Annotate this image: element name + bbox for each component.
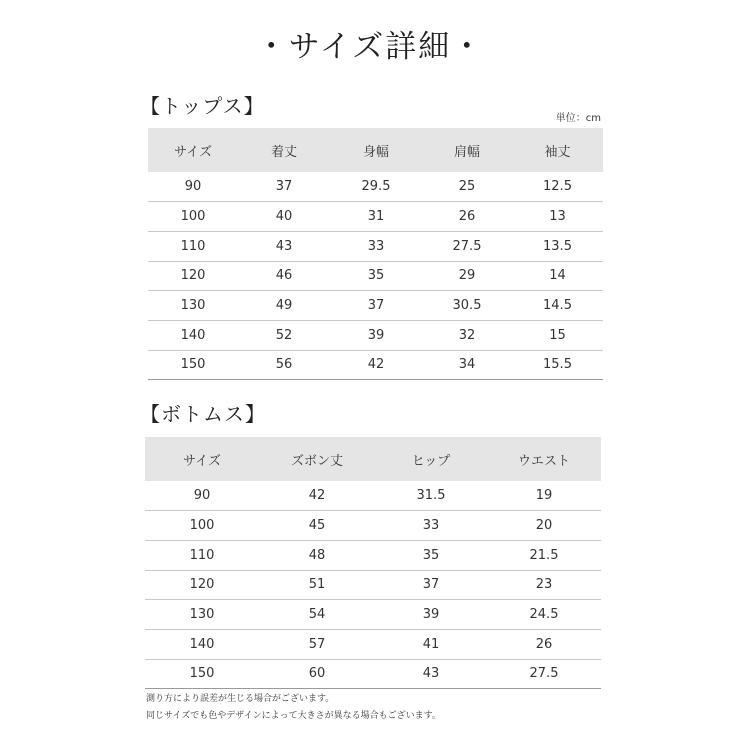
footnotes [146,691,606,725]
table-row [148,231,603,261]
bottoms-header-size: サイズ [145,437,259,481]
bottoms-cell-hip: 33 [375,511,487,541]
bottoms-cell-size: 100 [145,511,259,541]
bottoms-cell-waist: 27.5 [487,659,601,689]
tops-cell-width: 37 [330,291,422,321]
tops-cell-sleeve: 13.5 [512,231,603,261]
bottoms-cell-waist: 20 [487,511,601,541]
table-row [145,481,601,511]
tops-cell-shoulder: 27.5 [422,231,512,261]
tops-cell-sleeve: 14 [512,261,603,291]
bottoms-cell-pants-length: 54 [259,600,375,630]
table-row [145,511,601,541]
tops-section-title: 【トップス】 [140,94,265,118]
page-title: ・サイズ詳細・ [255,29,485,65]
tops-cell-size: 120 [148,261,238,291]
bottoms-cell-size: 90 [145,481,259,511]
table-row [148,320,603,350]
bottoms-header-pants-length: ズボン丈 [259,437,375,481]
bottoms-cell-size: 120 [145,570,259,600]
tops-cell-sleeve: 15.5 [512,350,603,380]
bottoms-cell-waist: 26 [487,629,601,659]
tops-cell-width: 35 [330,261,422,291]
bottoms-cell-pants-length: 45 [259,511,375,541]
table-row [148,202,603,232]
bottoms-cell-hip: 31.5 [375,481,487,511]
table-row [145,570,601,600]
table-row [145,540,601,570]
table-row [145,629,601,659]
tops-cell-size: 150 [148,350,238,380]
bottoms-section-title: 【ボトムス】 [140,402,266,426]
bottoms-cell-hip: 37 [375,570,487,600]
tops-cell-length: 46 [238,261,330,291]
tops-cell-width: 33 [330,231,422,261]
tops-cell-width: 29.5 [330,172,422,202]
tops-size-table [148,128,603,380]
tops-cell-width: 42 [330,350,422,380]
bottoms-cell-pants-length: 42 [259,481,375,511]
table-row [148,291,603,321]
tops-header-length: 着丈 [238,128,330,172]
tops-cell-size: 110 [148,231,238,261]
tops-cell-shoulder: 32 [422,320,512,350]
bottoms-cell-waist: 23 [487,570,601,600]
bottoms-cell-hip: 41 [375,629,487,659]
bottoms-cell-hip: 39 [375,600,487,630]
bottoms-cell-size: 130 [145,600,259,630]
tops-cell-size: 140 [148,320,238,350]
bottoms-cell-size: 150 [145,659,259,689]
bottoms-cell-waist: 24.5 [487,600,601,630]
tops-header-row [148,128,603,172]
tops-cell-length: 37 [238,172,330,202]
tops-header-width: 身幅 [330,128,422,172]
bottoms-cell-waist: 19 [487,481,601,511]
tops-cell-length: 56 [238,350,330,380]
tops-cell-length: 52 [238,320,330,350]
tops-cell-shoulder: 25 [422,172,512,202]
bottoms-cell-pants-length: 60 [259,659,375,689]
tops-cell-shoulder: 34 [422,350,512,380]
bottoms-cell-size: 140 [145,629,259,659]
tops-cell-shoulder: 30.5 [422,291,512,321]
bottoms-header-waist: ウエスト [487,437,601,481]
tops-cell-length: 40 [238,202,330,232]
tops-cell-shoulder: 26 [422,202,512,232]
tops-cell-sleeve: 14.5 [512,291,603,321]
bottoms-cell-hip: 35 [375,540,487,570]
tops-cell-size: 100 [148,202,238,232]
tops-cell-shoulder: 29 [422,261,512,291]
bottoms-cell-size: 110 [145,540,259,570]
tops-cell-size: 90 [148,172,238,202]
tops-header-sleeve: 袖丈 [512,128,603,172]
tops-header-size: サイズ [148,128,238,172]
bottoms-header-hip: ヒップ [375,437,487,481]
bottoms-cell-pants-length: 51 [259,570,375,600]
footnote-measurement-error: 測り方により誤差が生じる場合がございます。 [146,694,335,704]
tops-cell-width: 39 [330,320,422,350]
tops-cell-width: 31 [330,202,422,232]
footnote-size-variation: 同じサイズでも色やデザインによって大きさが異なる場合もございます。 [146,711,441,721]
table-row [148,350,603,380]
bottoms-cell-waist: 21.5 [487,540,601,570]
table-row [148,172,603,202]
tops-cell-length: 43 [238,231,330,261]
tops-header-shoulder: 肩幅 [422,128,512,172]
unit-label: 単位：cm [555,113,601,124]
tops-cell-length: 49 [238,291,330,321]
table-row [145,659,601,689]
tops-cell-size: 130 [148,291,238,321]
bottoms-cell-hip: 43 [375,659,487,689]
bottoms-header-row [145,437,601,481]
tops-cell-sleeve: 15 [512,320,603,350]
bottoms-cell-pants-length: 57 [259,629,375,659]
tops-cell-sleeve: 13 [512,202,603,232]
tops-cell-sleeve: 12.5 [512,172,603,202]
bottoms-size-table [145,437,601,689]
table-row [148,261,603,291]
table-row [145,600,601,630]
bottoms-cell-pants-length: 48 [259,540,375,570]
